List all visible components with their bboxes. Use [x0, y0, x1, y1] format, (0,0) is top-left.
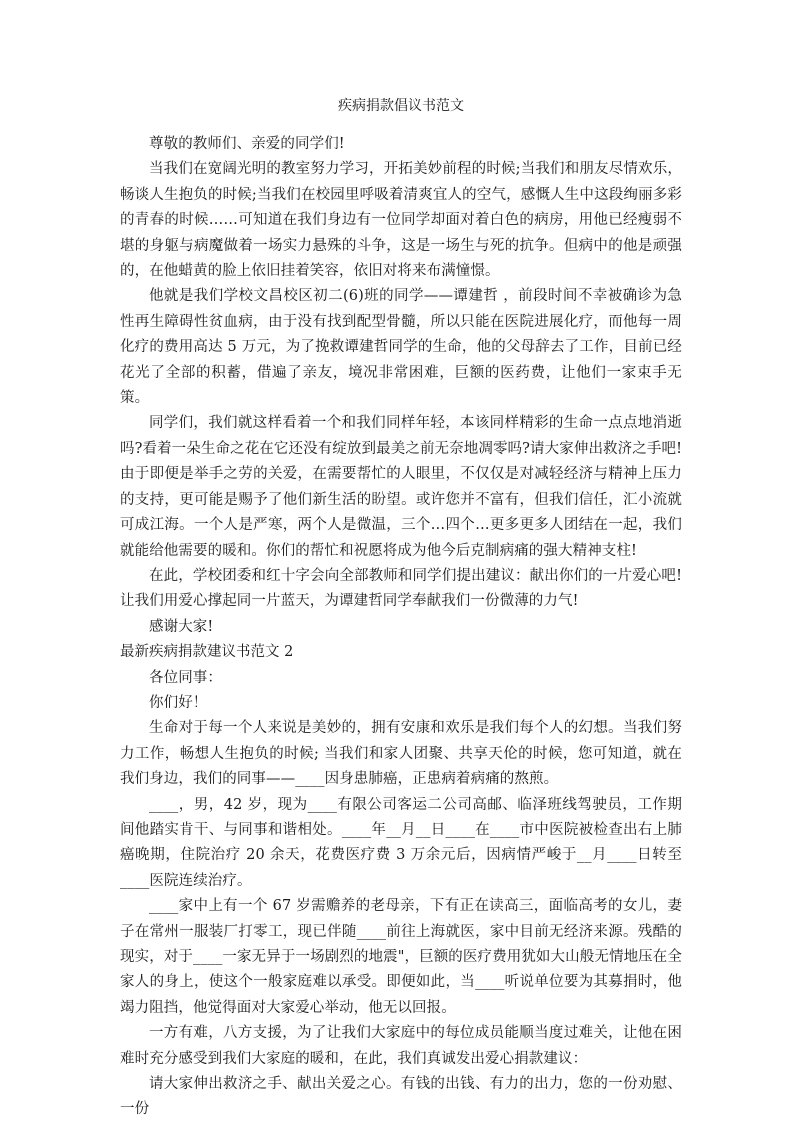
paragraph: 他就是我们学校文昌校区初二(6)班的同学——谭建哲 ，前段时间不幸被确诊为急性再生障碍性贫血病，由于没有找到配型骨髓，所以只能在医院进展化疗，而他每一周化疗的费用高达 5 万元，为了挽救谭建哲同学的生命，他的父母辞去了工作，目前已经花光了全部的积蓄，借遍了亲友，境况非常困难，巨额的医药费，让他们一家束手无策。: [120, 288, 682, 407]
paragraph: ____，男，42 岁，现为____有限公司客运二公司高邮、临泽班线驾驶员，工作期间他踏实肯干、与同事和谐相处。____年__月__日____在____市中医院被检查出右上肺癌晚期，住院治疗 20 余天，花费医疗费 3 万余元后，因病情严峻于__月____日转至____医院连续治疗。: [120, 796, 682, 889]
paragraph: 一方有难，八方支援，为了让我们大家庭中的每位成员能顺当度过难关，让他在困难时充分感受到我们大家庭的暖和，在此，我们真诚发出爱心捐款建议：: [120, 1025, 682, 1067]
paragraph: 生命对于每一个人来说是美妙的，拥有安康和欢乐是我们每个人的幻想。当我们努力工作，畅想人生抱负的时候; 当我们和家人团聚、共享天伦的时候，您可知道，就在我们身边，我们的同事——____因身患肺癌，正患病着病痛的熬煎。: [120, 720, 682, 788]
paragraph: 同学们，我们就这样看着一个和我们同样年轻，本该同样精彩的生命一点点地消逝吗?看着一朵生命之花在它还没有绽放到最美之前无奈地凋零吗?请大家伸出救济之手吧!由于即便是举手之劳的关爱，在需要帮忙的人眼里，不仅仅是对减轻经济与精神上压力的支持，更可能是赐予了他们新生活的盼望。或许您并不富有，但我们信任，汇小流就可成江海。一个人是严寒，两个人是微温，三个…四个…更多更多人团结在一起，我们就能给他需要的暖和。你们的帮忙和祝愿将成为他今后克制病痛的强大精神支柱!: [120, 415, 682, 559]
salutation: 你们好！: [149, 694, 208, 711]
document-title: 疾病捐款倡议书范文: [338, 98, 464, 114]
section-heading: 最新疾病捐款建议书范文 2: [120, 644, 294, 661]
greeting: 各位同事：: [149, 669, 222, 686]
greeting: 尊敬的教师们、亲爱的同学们!: [149, 136, 345, 152]
closing: 感谢大家!: [149, 618, 214, 635]
paragraph: 在此，学校团委和红十字会向全部教师和同学们提出建议：献出你们的一片爱心吧!让我们用爱心撑起同一片蓝天，为谭建哲同学奉献我们一份微薄的力气!: [120, 567, 682, 610]
paragraph: 当我们在宽阔光明的教室努力学习，开拓美妙前程的时候;当我们和朋友尽情欢乐，畅谈人生抱负的时候;当我们在校园里呼吸着清爽宜人的空气，感慨人生中这段绚丽多彩的青春的时候……可知道在我们身边有一位同学却面对着白色的病房，用他已经瘦弱不堪的身躯与病魔做着一场实力悬殊的斗争，这是一场生与死的抗争。但病中的他是顽强的，在他蜡黄的脸上依旧挂着笑容，依旧对将来布满憧憬。: [120, 161, 682, 280]
paragraph: ____家中上有一个 67 岁需赡养的老母亲，下有正在读高三，面临高考的女儿，妻子在常州一服装厂打零工，现已伴随____前往上海就医，家中目前无经济来源。残酷的现实，对于____一家无异于一场剧烈的地震"，巨额的医疗费用犹如大山般无情地压在全家人的身上，使这个一般家庭难以承受。即便如此，当____听说单位要为其募捐时，他竭力阻挡，他觉得面对大家爱心举动，他无以回报。: [120, 898, 682, 1016]
paragraph: 请大家伸出救济之手、献出关爱之心。有钱的出钱、有力的出力，您的一份劝慰、一份: [120, 1076, 682, 1118]
